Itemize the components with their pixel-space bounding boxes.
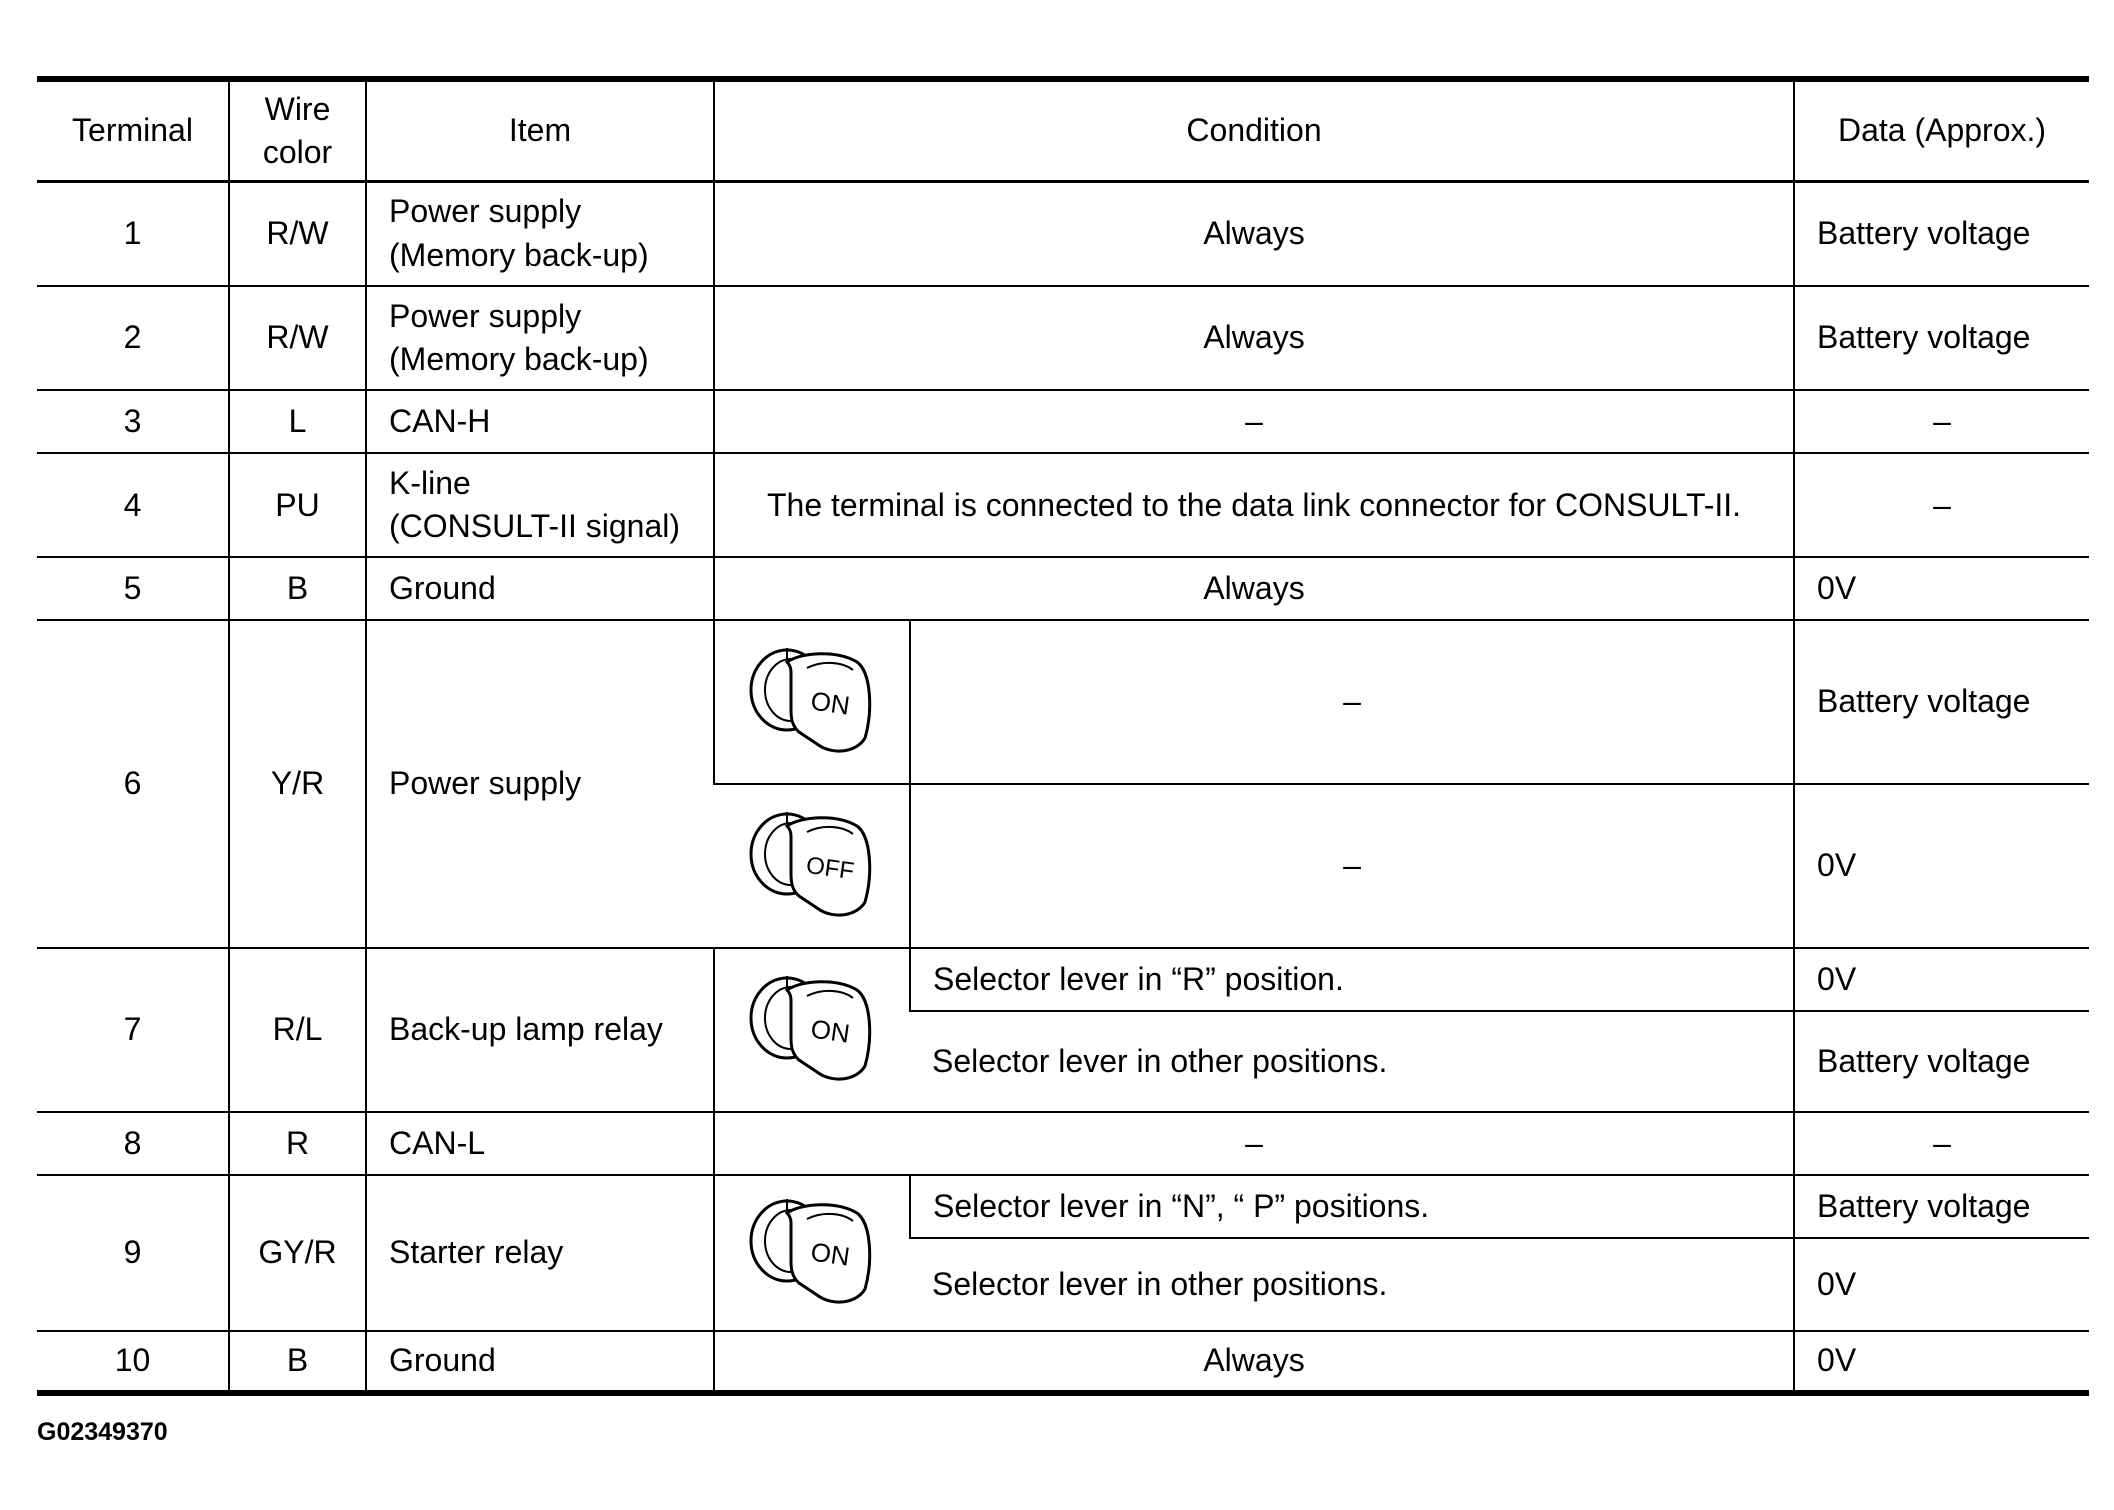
data-cell: 0V [1794, 557, 2089, 619]
condition-cell: Selector lever in “R” position. [910, 948, 1794, 1011]
terminal-cell: 8 [37, 1112, 229, 1174]
header-row [37, 79, 2089, 181]
terminal-cell: 1 [37, 181, 229, 286]
table-row [37, 390, 2089, 452]
svg-text:OFF: OFF [803, 851, 856, 886]
condition-cell: Always [714, 1331, 1794, 1393]
condition-cell: Selector lever in other positions. [910, 1011, 1794, 1112]
item-line2: (CONSULT-II signal) [389, 508, 681, 545]
ignition-key-on-icon [714, 620, 910, 784]
wire-color-cell: R/W [229, 181, 366, 286]
condition-cell: Always [714, 557, 1794, 619]
header-data: Data (Approx.) [1794, 79, 2089, 181]
wire-color-cell: R/W [229, 286, 366, 391]
data-cell: – [1794, 1112, 2089, 1174]
terminal-cell: 10 [37, 1331, 229, 1393]
svg-text:ON: ON [808, 1236, 852, 1272]
item-cell: CAN-H [366, 390, 714, 452]
terminal-cell: 6 [37, 620, 229, 948]
condition-cell: – [910, 620, 1794, 784]
data-cell: – [1794, 390, 2089, 452]
condition-cell: Selector lever in “N”, “ P” positions. [910, 1175, 1794, 1238]
table-row [37, 1175, 2089, 1238]
condition-cell: Always [714, 286, 1794, 391]
terminal-cell: 9 [37, 1175, 229, 1331]
wire-color-cell: L [229, 390, 366, 452]
ignition-key-off-icon [714, 784, 910, 948]
terminal-cell: 7 [37, 948, 229, 1112]
wire-color-cell: B [229, 557, 366, 619]
item-cell: Power supply [366, 620, 714, 948]
wire-color-cell: B [229, 1331, 366, 1393]
svg-text:ON: ON [808, 685, 852, 721]
item-line1: K-line [389, 464, 471, 501]
item-cell: Ground [366, 1331, 714, 1393]
item-line1: Power supply [389, 297, 582, 334]
data-cell: Battery voltage [1794, 1011, 2089, 1112]
condition-cell: Always [714, 181, 1794, 286]
wire-color-cell: Y/R [229, 620, 366, 948]
table-row [37, 181, 2089, 286]
condition-cell: – [714, 1112, 1794, 1174]
table-row [37, 453, 2089, 558]
item-cell [366, 453, 714, 558]
data-cell: – [1794, 453, 2089, 558]
header-item: Item [366, 79, 714, 181]
wire-color-cell: R/L [229, 948, 366, 1112]
data-cell: 0V [1794, 1238, 2089, 1331]
data-cell: 0V [1794, 1331, 2089, 1393]
wire-color-cell: R [229, 1112, 366, 1174]
table-row [37, 1112, 2089, 1174]
terminal-cell: 2 [37, 286, 229, 391]
wire-color-cell: PU [229, 453, 366, 558]
ignition-key-on-icon [714, 1175, 910, 1331]
data-cell: 0V [1794, 784, 2089, 948]
svg-text:ON: ON [808, 1013, 852, 1049]
table-row [37, 620, 2089, 784]
ignition-key-on-icon [714, 948, 910, 1112]
table-row [37, 286, 2089, 391]
header-wire-color-line1: Wire [264, 90, 331, 127]
table-row [37, 557, 2089, 619]
condition-cell: – [910, 784, 1794, 948]
header-wire-color [229, 79, 366, 181]
data-cell: Battery voltage [1794, 1175, 2089, 1238]
item-line2: (Memory back-up) [389, 236, 649, 273]
item-cell [366, 286, 714, 391]
data-cell: 0V [1794, 948, 2089, 1011]
condition-cell: The terminal is connected to the data link connector for CONSULT-II. [714, 453, 1794, 558]
item-cell: Ground [366, 557, 714, 619]
header-terminal: Terminal [37, 79, 229, 181]
header-condition: Condition [714, 79, 1794, 181]
item-cell: CAN-L [366, 1112, 714, 1174]
terminal-data-table [37, 76, 2089, 1396]
item-cell [366, 181, 714, 286]
table-row [37, 948, 2089, 1011]
table-row [37, 1331, 2089, 1393]
wire-color-cell: GY/R [229, 1175, 366, 1331]
data-cell: Battery voltage [1794, 181, 2089, 286]
item-cell: Back-up lamp relay [366, 948, 714, 1112]
item-cell: Starter relay [366, 1175, 714, 1331]
item-line2: (Memory back-up) [389, 341, 649, 378]
condition-cell: Selector lever in other positions. [910, 1238, 1794, 1331]
terminal-cell: 5 [37, 557, 229, 619]
terminal-cell: 3 [37, 390, 229, 452]
figure-code: G02349370 [37, 1418, 168, 1446]
data-cell: Battery voltage [1794, 620, 2089, 784]
terminal-cell: 4 [37, 453, 229, 558]
data-cell: Battery voltage [1794, 286, 2089, 391]
header-wire-color-line2: color [262, 133, 333, 170]
condition-cell: – [714, 390, 1794, 452]
item-line1: Power supply [389, 193, 582, 230]
